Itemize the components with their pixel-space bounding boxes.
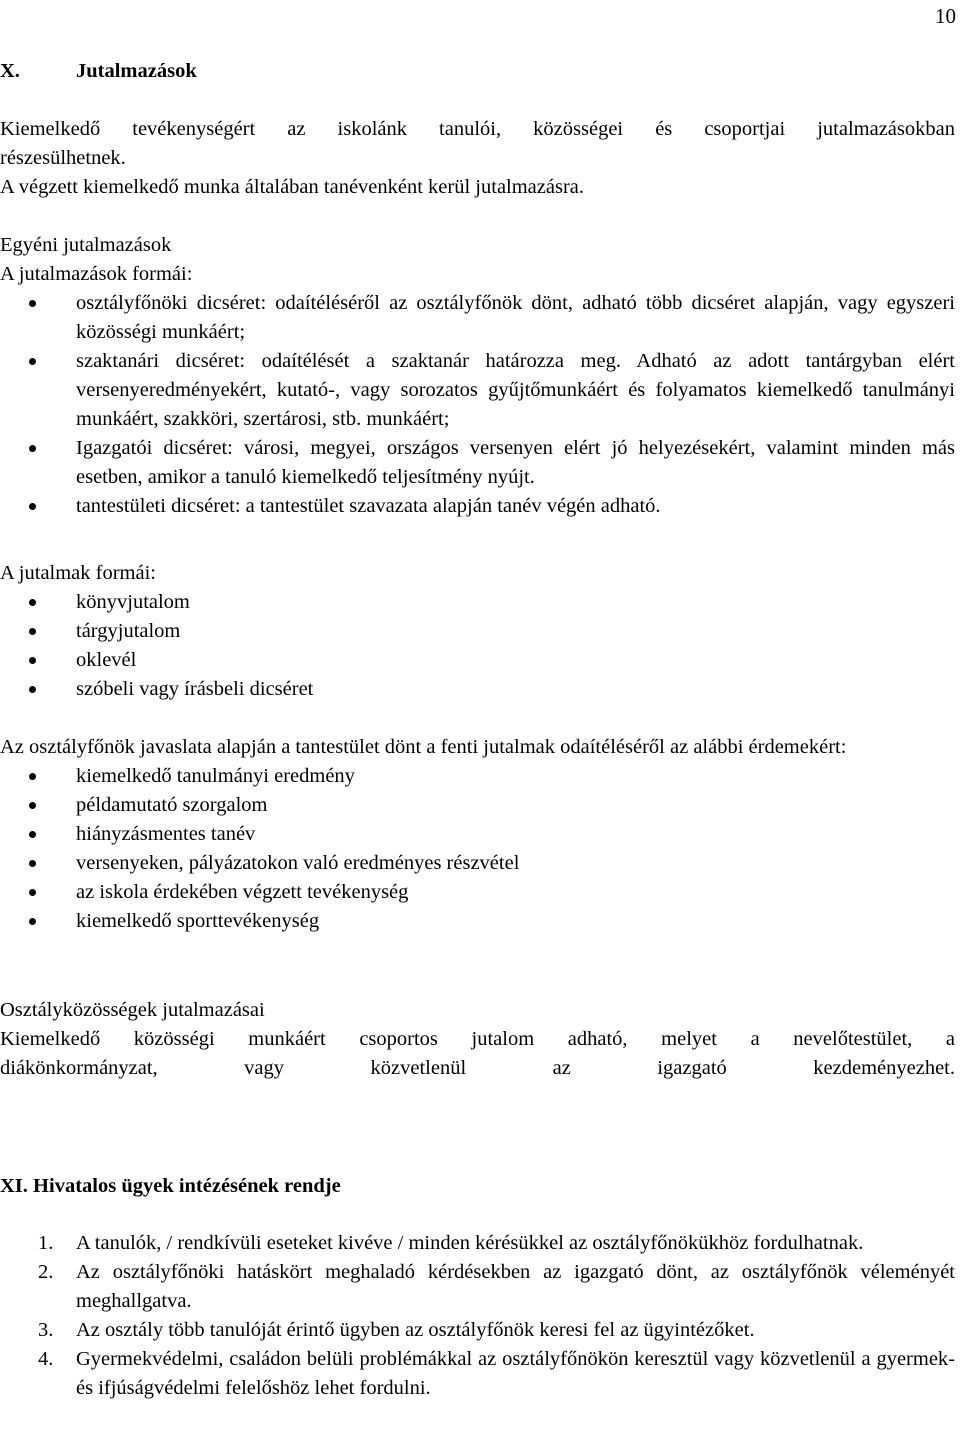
list-item-text: példamutató szorgalom [76, 794, 268, 816]
list-item-text: oklevél [76, 649, 137, 671]
bullet-icon [29, 628, 36, 635]
bullet-icon [29, 802, 36, 809]
individual-rewards [0, 231, 955, 521]
bullet-icon [29, 889, 36, 896]
bullet-icon [29, 358, 36, 365]
rewards-heading: A jutalmak formái: [0, 562, 156, 584]
list-item [0, 820, 955, 849]
list-item-text: az iskola érdekében végzett tevékenység [76, 881, 409, 903]
section-x-number: X. [0, 60, 20, 82]
section-xi-heading [0, 1172, 341, 1201]
list-item-text: könyvjutalom [76, 591, 190, 613]
procedures-list [0, 1229, 955, 1403]
merits-intro: Az osztályfőnök javaslata alapján a tantestület dönt a fenti jutalmak odaítéléséről az alábbi érdemekért: [0, 736, 847, 758]
list-item [0, 791, 955, 820]
bullet-icon [29, 599, 36, 606]
list-item [0, 646, 955, 675]
community-line-2: diákönkormányzat, vagy közvetlenül az igazgató kezdeményezhet. [0, 1057, 955, 1079]
list-item [0, 347, 955, 434]
list-item-text: osztályfőnöki dicséret: odaítéléséről az osztályfőnök dönt, adható több dicséret alapján, vagy egyszeri közösségi munkáért; [76, 292, 955, 343]
merits-list [0, 762, 955, 936]
bullet-icon [29, 860, 36, 867]
merits [0, 733, 955, 936]
rewards-list [0, 588, 955, 704]
bullet-icon [29, 686, 36, 693]
section-x-title: Jutalmazások [76, 60, 197, 82]
list-item-text: Az osztályfőnöki hatáskört meghaladó kérdésekben az igazgató dönt, az osztályfőnök véleményét meghallgatva. [76, 1261, 955, 1312]
list-item-text: szóbeli vagy írásbeli dicséret [76, 678, 314, 700]
list-item-text: szaktanári dicséret: odaítélését a szaktanár határozza meg. Adható az adott tantárgyban elért versenyeredményekért, kutató-, vagy sorozatos gyűjtőmunkáért és folyamatos kiemelkedő tanulmányi munkáért, szakköri, szertárosi, stb. munkáért; [76, 350, 955, 430]
list-item-text: Igazgatói dicséret: városi, megyei, országos versenyen elért jó helyezésekért, valamint minden más esetben, amikor a tanuló kiemelkedő teljesítmény nyújt. [76, 437, 955, 488]
list-item-text: Az osztály több tanulóját érintő ügyben az osztályfőnök keresi fel az ügyintézőket. [76, 1319, 755, 1341]
item-number: 4. [38, 1348, 54, 1370]
intro-line-3: A végzett kiemelkedő munka általában tanévenként kerül jutalmazásra. [0, 176, 585, 198]
list-item [0, 588, 955, 617]
individual-heading: Egyéni jutalmazások [0, 234, 172, 256]
list-item [0, 1345, 955, 1403]
section-xi-list [0, 1229, 955, 1403]
list-item [0, 617, 955, 646]
list-item-text: Gyermekvédelmi, családon belüli problémákkal az osztályfőnökön keresztül vagy közvetlenül a gyermek- és ifjúságvédelmi felelőshöz lehet fordulni. [76, 1348, 955, 1399]
list-item [0, 1316, 955, 1345]
item-number: 3. [38, 1319, 54, 1341]
item-number: 1. [38, 1232, 54, 1254]
rewards-forms [0, 559, 955, 704]
section-x-heading [0, 57, 197, 86]
bullet-icon [29, 300, 36, 307]
bullet-icon [29, 918, 36, 925]
list-item [0, 434, 955, 492]
community-heading: Osztályközösségek jutalmazásai [0, 999, 265, 1021]
list-item [0, 878, 955, 907]
list-item [0, 762, 955, 791]
bullet-icon [29, 445, 36, 452]
list-item [0, 289, 955, 347]
community-line-1: Kiemelkedő közösségi munkáért csoportos jutalom adható, melyet a nevelőtestület, a [0, 1028, 955, 1050]
list-item-text: versenyeken, pályázatokon való eredményes részvétel [76, 852, 520, 874]
bullet-icon [29, 657, 36, 664]
section-xi-number: XI. [0, 1175, 28, 1197]
list-item-text: A tanulók, / rendkívüli eseteket kivéve / minden kérésükkel az osztályfőnökükhöz fordulhatnak. [76, 1232, 864, 1254]
list-item [0, 849, 955, 878]
list-item-text: hiányzásmentes tanév [76, 823, 256, 845]
forms-heading: A jutalmazások formái: [0, 263, 193, 285]
list-item [0, 1258, 955, 1316]
list-item-text: tárgyjutalom [76, 620, 181, 642]
list-item [0, 1229, 955, 1258]
item-number: 2. [38, 1261, 54, 1283]
community-rewards [0, 996, 955, 1083]
list-item [0, 492, 955, 521]
list-item-text: kiemelkedő tanulmányi eredmény [76, 765, 355, 787]
bullet-icon [29, 503, 36, 510]
list-item [0, 675, 955, 704]
intro-line-1: Kiemelkedő tevékenységért az iskolánk tanulói, közösségei és csoportjai jutalmazásokban [0, 118, 955, 140]
page-number: 10 [935, 4, 956, 28]
section-x-intro [0, 115, 955, 202]
list-item-text: kiemelkedő sporttevékenység [76, 910, 320, 932]
bullet-icon [29, 831, 36, 838]
section-xi-title: Hivatalos ügyek intézésének rendje [33, 1175, 341, 1197]
intro-line-2: részesülhetnek. [0, 147, 126, 169]
bullet-icon [29, 773, 36, 780]
forms-list [0, 289, 955, 521]
list-item [0, 907, 955, 936]
list-item-text: tantestületi dicséret: a tantestület szavazata alapján tanév végén adható. [76, 495, 661, 517]
